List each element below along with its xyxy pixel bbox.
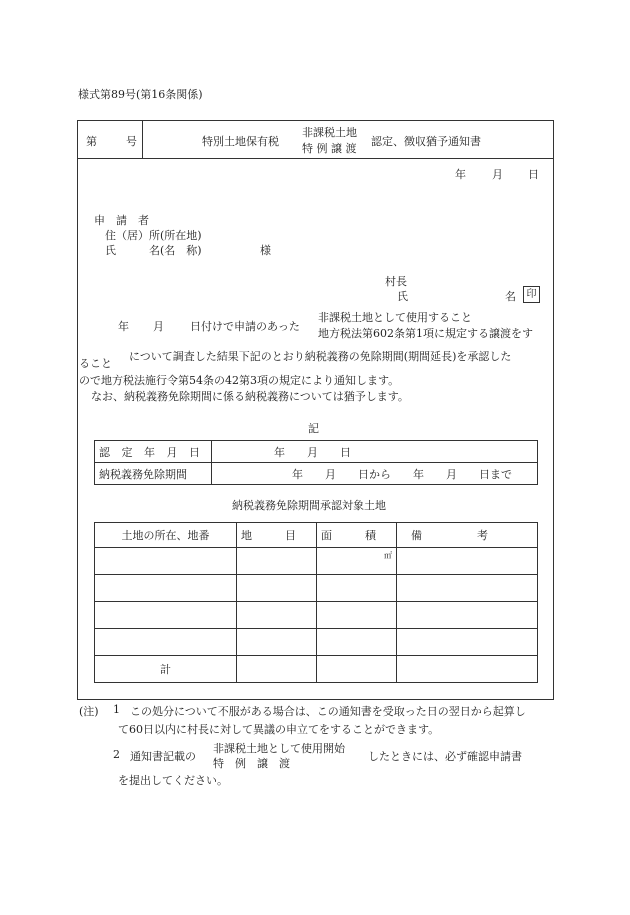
- applicant-honorific: 様: [260, 244, 271, 257]
- number-cell: [78, 121, 143, 158]
- header-remarks: 備 考: [397, 523, 538, 548]
- header-row: [78, 121, 553, 159]
- title-suffix: 認定、徴収猶予通知書: [371, 135, 481, 148]
- total-row: [95, 656, 538, 683]
- date-month: 月: [492, 168, 503, 181]
- number-label-2: 号: [126, 135, 137, 148]
- applicant-address-label: 住（居）所(所在地): [105, 229, 202, 242]
- body-line-2: について調査した結果下記のとおり納税義務の免除期間(期間延長)を承認した: [129, 350, 512, 363]
- table-row: [95, 629, 538, 656]
- body-line-4: なお、納税義務免除期間に係る納税義務については猶予します。: [91, 390, 409, 403]
- details-row: [95, 441, 538, 463]
- details-value: 年 月 日から 年 月 日まで: [212, 463, 538, 485]
- notes-label: (注): [79, 705, 99, 718]
- header-area: 面 積: [317, 523, 397, 548]
- note-1-line-1: この処分について不服がある場合は、この通知書を受取った日の翌日から起算し: [130, 705, 526, 718]
- note-1-number: 1: [113, 703, 120, 716]
- title-option-2: 特 例 譲 渡: [302, 142, 357, 155]
- note-2-option-1: 非課税土地として使用開始: [213, 742, 345, 755]
- issuer-title: 村長: [385, 275, 407, 288]
- note-1-line-2: て60日以内に村長に対して異議の申立てをすることができます。: [118, 723, 440, 736]
- body-line-3: ので地方税法施行令第54条の42第3項の規定により通知します。: [79, 374, 400, 387]
- details-table: [94, 440, 538, 485]
- seal-box: 印: [523, 286, 540, 303]
- body-option-2-cont: ること: [79, 357, 112, 370]
- date-day: 日: [528, 168, 539, 181]
- note-2-number: 2: [113, 748, 120, 761]
- table-row: [95, 602, 538, 629]
- note-2-prefix: 通知書記載の: [130, 750, 196, 763]
- body-month: 月: [153, 320, 164, 333]
- note-2-suffix: したときには、必ず確認申請書: [368, 750, 522, 763]
- table-row: [95, 548, 538, 575]
- total-label: 計: [95, 656, 237, 683]
- land-table-title: 納税義務免除期間承認対象土地: [232, 499, 386, 512]
- body-date-text: 日付けで申請のあった: [190, 320, 300, 333]
- body-year: 年: [118, 320, 129, 333]
- area-unit: ㎡: [317, 548, 397, 575]
- title-option-1: 非課税土地: [302, 126, 357, 139]
- details-label: 納税義務免除期間: [95, 463, 212, 485]
- header-location: 土地の所在、地番: [95, 523, 237, 548]
- note-2-line-2: を提出してください。: [118, 774, 228, 787]
- body-option-1: 非課税土地として使用すること: [318, 311, 472, 324]
- title-prefix: 特別土地保有税: [202, 135, 279, 148]
- ki-mark: 記: [308, 422, 319, 435]
- number-label-1: 第: [86, 135, 97, 148]
- details-value: 年 月 日: [212, 441, 538, 463]
- body-option-2: 地方税法第602条第1項に規定する譲渡をす: [318, 327, 533, 340]
- form-number: 様式第89号(第16条関係): [78, 88, 203, 101]
- land-table: [94, 522, 538, 683]
- table-row: [95, 575, 538, 602]
- date-year: 年: [455, 168, 466, 181]
- header-land-category: 地 目: [237, 523, 317, 548]
- details-row: [95, 463, 538, 485]
- applicant-name-label: 氏 名(名 称): [105, 244, 202, 257]
- applicant-heading: 申 請 者: [94, 214, 149, 227]
- land-header-row: [95, 523, 538, 548]
- details-label: 認 定 年 月 日: [95, 441, 212, 463]
- note-2-option-2: 特 例 譲 渡: [213, 757, 290, 770]
- issuer-name-label-2: 名: [505, 290, 516, 303]
- issuer-name-label-1: 氏: [397, 290, 408, 303]
